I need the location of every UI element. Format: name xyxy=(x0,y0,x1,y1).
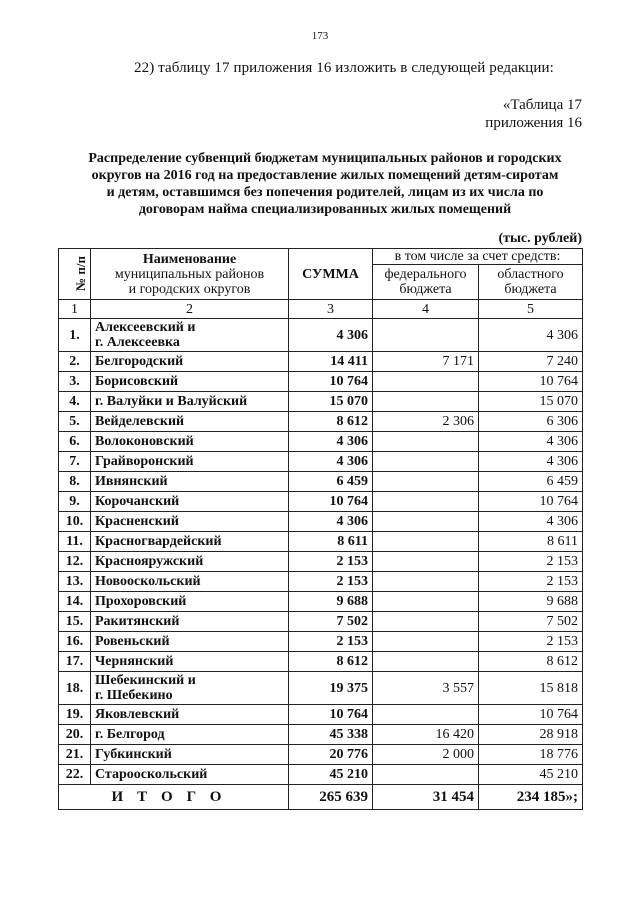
table-row xyxy=(59,652,583,672)
table-row xyxy=(59,632,583,652)
table-row xyxy=(59,705,583,725)
units-label: (тыс. рублей) xyxy=(498,231,582,246)
row-name-line1: Губкинский xyxy=(95,747,172,762)
table-row xyxy=(59,452,583,472)
row-regional: 10 764 xyxy=(479,705,583,725)
total-regional: 234 185»; xyxy=(479,785,583,810)
row-name-line1: Корочанский xyxy=(95,494,180,509)
row-federal: 16 420 xyxy=(373,725,479,745)
row-name-line1: Новооскольский xyxy=(95,574,201,589)
row-federal xyxy=(373,452,479,472)
table-row xyxy=(59,552,583,572)
row-name xyxy=(91,319,289,352)
table-reference-line2: приложения 16 xyxy=(485,115,582,131)
row-sum: 4 306 xyxy=(289,319,373,352)
column-index: 3 xyxy=(289,300,373,319)
row-name xyxy=(91,492,289,512)
row-name-line1: г. Валуйки и Валуйский xyxy=(95,394,248,409)
total-federal: 31 454 xyxy=(373,785,479,810)
row-name xyxy=(91,572,289,592)
row-name-line1: Грайворонский xyxy=(95,454,194,469)
header-name-line3: и городских округов xyxy=(128,281,251,297)
row-regional: 28 918 xyxy=(479,725,583,745)
row-name-line1: Яковлевский xyxy=(95,707,180,722)
row-number: 17. xyxy=(59,652,91,672)
row-name xyxy=(91,412,289,432)
row-name xyxy=(91,512,289,532)
row-sum: 8 611 xyxy=(289,532,373,552)
header-name-line2: муниципальных районов xyxy=(114,266,265,282)
row-federal xyxy=(373,392,479,412)
row-name xyxy=(91,552,289,572)
row-name xyxy=(91,652,289,672)
row-regional: 4 306 xyxy=(479,512,583,532)
table-row xyxy=(59,432,583,452)
row-number: 16. xyxy=(59,632,91,652)
row-name xyxy=(91,372,289,392)
row-federal xyxy=(373,319,479,352)
row-sum: 7 502 xyxy=(289,612,373,632)
table-reference xyxy=(485,96,582,132)
row-number: 21. xyxy=(59,745,91,765)
row-name-line1: Ивнянский xyxy=(95,474,168,489)
table-row xyxy=(59,472,583,492)
total-label: ИТОГО xyxy=(59,785,289,810)
row-sum: 8 612 xyxy=(289,652,373,672)
table-row xyxy=(59,532,583,552)
table-row xyxy=(59,745,583,765)
row-number: 19. xyxy=(59,705,91,725)
row-regional: 4 306 xyxy=(479,452,583,472)
row-federal xyxy=(373,612,479,632)
row-sum: 2 153 xyxy=(289,572,373,592)
row-sum: 6 459 xyxy=(289,472,373,492)
table-row xyxy=(59,672,583,705)
table-row xyxy=(59,592,583,612)
row-number: 4. xyxy=(59,392,91,412)
row-regional: 2 153 xyxy=(479,632,583,652)
table-row xyxy=(59,412,583,432)
row-name-line2: г. Алексеевка xyxy=(95,335,180,350)
row-federal: 2 000 xyxy=(373,745,479,765)
row-number: 11. xyxy=(59,532,91,552)
row-regional: 4 306 xyxy=(479,432,583,452)
row-name xyxy=(91,705,289,725)
row-name xyxy=(91,725,289,745)
header-regional-line2: бюджета xyxy=(504,282,557,297)
row-name-line1: Волоконовский xyxy=(95,434,194,449)
header-federal-line2: бюджета xyxy=(399,282,452,297)
row-name xyxy=(91,392,289,412)
row-sum: 14 411 xyxy=(289,352,373,372)
row-name-line1: Алексеевский и xyxy=(95,320,196,335)
row-number: 14. xyxy=(59,592,91,612)
title-line4: договорам найма специализированных жилых помещений xyxy=(138,202,512,217)
table-row xyxy=(59,372,583,392)
row-name-line1: Белгородский xyxy=(95,354,184,369)
row-name-line1: Краснояружский xyxy=(95,554,204,569)
row-name xyxy=(91,432,289,452)
row-federal xyxy=(373,372,479,392)
row-name-line1: Шебекинский и xyxy=(95,673,196,688)
column-index: 1 xyxy=(59,300,91,319)
row-regional: 6 459 xyxy=(479,472,583,492)
total-row xyxy=(59,785,583,810)
row-number: 10. xyxy=(59,512,91,532)
table-row xyxy=(59,392,583,412)
header-regional-line1: областного xyxy=(497,267,564,282)
table-row xyxy=(59,352,583,372)
title-line3: и детям, оставшимся без попечения родителей, лицам из их числа по xyxy=(106,185,544,200)
row-name xyxy=(91,612,289,632)
row-number: 3. xyxy=(59,372,91,392)
row-sum: 4 306 xyxy=(289,432,373,452)
row-regional: 45 210 xyxy=(479,765,583,785)
row-federal xyxy=(373,492,479,512)
row-number: 9. xyxy=(59,492,91,512)
row-name xyxy=(91,352,289,372)
row-federal xyxy=(373,632,479,652)
subvention-table xyxy=(58,248,583,810)
row-sum: 45 338 xyxy=(289,725,373,745)
header-number xyxy=(59,249,91,300)
row-regional: 7 502 xyxy=(479,612,583,632)
row-federal xyxy=(373,592,479,612)
header-name-line1: Наименование xyxy=(142,251,237,267)
row-federal xyxy=(373,765,479,785)
row-number: 13. xyxy=(59,572,91,592)
row-name xyxy=(91,532,289,552)
row-sum: 4 306 xyxy=(289,452,373,472)
column-index-row xyxy=(59,300,583,319)
row-name xyxy=(91,452,289,472)
header-name xyxy=(91,249,289,300)
row-federal xyxy=(373,652,479,672)
row-federal xyxy=(373,572,479,592)
row-number: 1. xyxy=(59,319,91,352)
row-sum: 45 210 xyxy=(289,765,373,785)
row-name-line1: Чернянский xyxy=(95,654,174,669)
row-name xyxy=(91,592,289,612)
row-number: 2. xyxy=(59,352,91,372)
row-name-line2: г. Шебекино xyxy=(95,688,173,703)
row-name xyxy=(91,672,289,705)
row-number: 20. xyxy=(59,725,91,745)
row-name-line1: Ровеньский xyxy=(95,634,170,649)
row-regional: 2 153 xyxy=(479,572,583,592)
row-federal xyxy=(373,552,479,572)
row-name xyxy=(91,765,289,785)
row-name-line1: Красненский xyxy=(95,514,179,529)
row-number: 6. xyxy=(59,432,91,452)
table-row xyxy=(59,512,583,532)
table-row xyxy=(59,612,583,632)
row-name-line1: Прохоровский xyxy=(95,594,187,609)
header-regional xyxy=(479,265,583,300)
table-row xyxy=(59,492,583,512)
row-regional: 9 688 xyxy=(479,592,583,612)
row-regional: 4 306 xyxy=(479,319,583,352)
row-regional: 7 240 xyxy=(479,352,583,372)
row-regional: 15 818 xyxy=(479,672,583,705)
row-number: 15. xyxy=(59,612,91,632)
title-line1: Распределение субвенций бюджетам муниципальных районов и городских xyxy=(88,151,562,166)
row-name xyxy=(91,472,289,492)
table-row xyxy=(59,572,583,592)
row-number: 5. xyxy=(59,412,91,432)
row-regional: 2 153 xyxy=(479,552,583,572)
row-federal xyxy=(373,705,479,725)
row-number: 12. xyxy=(59,552,91,572)
table-row xyxy=(59,765,583,785)
row-name-line1: Борисовский xyxy=(95,374,179,389)
row-number: 7. xyxy=(59,452,91,472)
row-sum: 15 070 xyxy=(289,392,373,412)
header-funding-group: в том числе за счет средств: xyxy=(373,249,583,265)
row-sum: 10 764 xyxy=(289,492,373,512)
title-line2: округов на 2016 год на предоставление жилых помещений детям-сиротам xyxy=(91,168,559,183)
row-regional: 15 070 xyxy=(479,392,583,412)
table-reference-line1: «Таблица 17 xyxy=(502,97,582,113)
row-federal: 3 557 xyxy=(373,672,479,705)
row-federal xyxy=(373,472,479,492)
row-federal: 2 306 xyxy=(373,412,479,432)
table-row xyxy=(59,319,583,352)
total-sum: 265 639 xyxy=(289,785,373,810)
column-index: 2 xyxy=(91,300,289,319)
row-federal xyxy=(373,532,479,552)
header-sum: СУММА xyxy=(289,249,373,300)
row-federal xyxy=(373,432,479,452)
table-row xyxy=(59,725,583,745)
row-name-line1: Старооскольский xyxy=(95,767,208,782)
header-federal xyxy=(373,265,479,300)
row-name-line1: Ракитянский xyxy=(95,614,180,629)
row-name-line1: Вейделевский xyxy=(95,414,185,429)
column-index: 4 xyxy=(373,300,479,319)
row-number: 22. xyxy=(59,765,91,785)
row-regional: 8 611 xyxy=(479,532,583,552)
row-sum: 10 764 xyxy=(289,705,373,725)
row-regional: 10 764 xyxy=(479,492,583,512)
column-index: 5 xyxy=(479,300,583,319)
table-body xyxy=(59,319,583,785)
document-title xyxy=(60,150,590,218)
row-sum: 10 764 xyxy=(289,372,373,392)
intro-text: 22) таблицу 17 приложения 16 изложить в следующей редакции: xyxy=(134,60,554,76)
row-sum: 20 776 xyxy=(289,745,373,765)
row-name xyxy=(91,632,289,652)
row-regional: 8 612 xyxy=(479,652,583,672)
row-sum: 2 153 xyxy=(289,632,373,652)
row-federal: 7 171 xyxy=(373,352,479,372)
row-sum: 9 688 xyxy=(289,592,373,612)
row-number: 18. xyxy=(59,672,91,705)
row-name-line1: Красногвардейский xyxy=(95,534,222,549)
header-number-label: № п/п xyxy=(72,256,88,291)
row-regional: 6 306 xyxy=(479,412,583,432)
row-regional: 10 764 xyxy=(479,372,583,392)
row-sum: 4 306 xyxy=(289,512,373,532)
row-sum: 2 153 xyxy=(289,552,373,572)
row-name-line1: г. Белгород xyxy=(95,727,165,742)
row-regional: 18 776 xyxy=(479,745,583,765)
row-sum: 19 375 xyxy=(289,672,373,705)
header-federal-line1: федерального xyxy=(384,267,467,282)
row-number: 8. xyxy=(59,472,91,492)
row-federal xyxy=(373,512,479,532)
page-number: 173 xyxy=(311,30,329,42)
row-name xyxy=(91,745,289,765)
row-sum: 8 612 xyxy=(289,412,373,432)
